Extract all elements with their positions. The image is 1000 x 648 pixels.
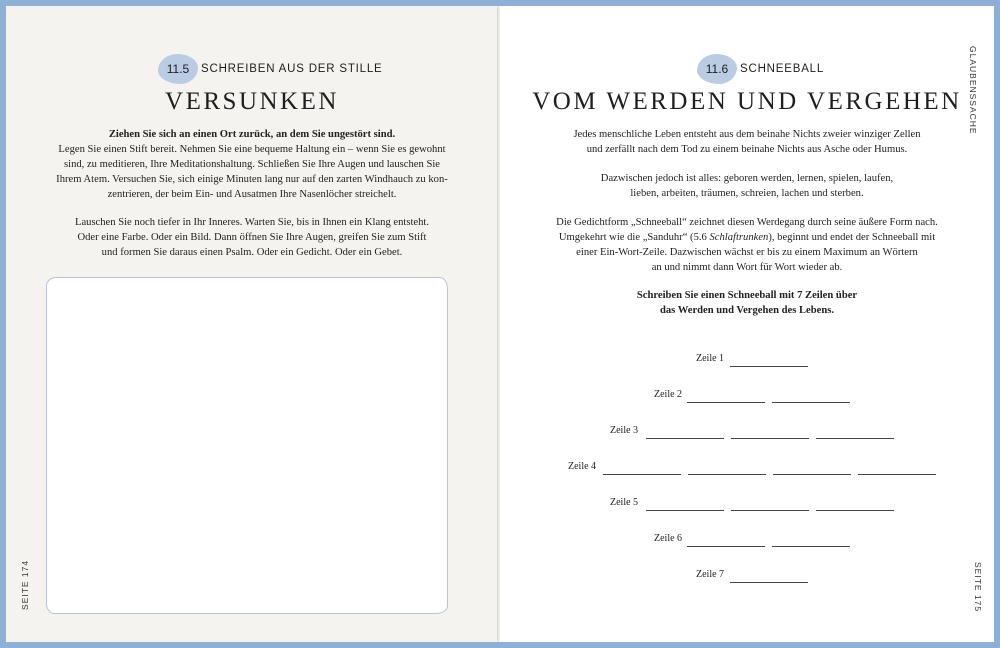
write-line[interactable]: [816, 438, 894, 439]
intro-line: Ziehen Sie sich an einen Ort zurück, an dem Sie ungestört sind.: [108, 129, 396, 140]
second-line: und formen Sie daraus einen Psalm. Oder ein Gedicht. Oder ein Gebet.: [101, 247, 403, 258]
text-line: [500, 230, 994, 245]
paragraph-1: [500, 127, 994, 157]
row-label-6: Zeile 6: [654, 533, 683, 544]
write-line[interactable]: [646, 510, 724, 511]
write-line[interactable]: [858, 474, 936, 475]
text-line: lieben, arbeiten, träumen, schreien, lachen und sterben.: [630, 188, 864, 199]
write-line[interactable]: [773, 474, 851, 475]
intro-line: sind, zu meditieren, Ihre Meditationshaltung. Schließen Sie Ihre Augen und lauschen Sie: [64, 159, 440, 170]
write-line[interactable]: [772, 402, 850, 403]
text-line: Dazwischen jedoch ist alles: geboren werden, lernen, spielen, laufen,: [600, 173, 894, 184]
page-title: VERSUNKEN: [165, 88, 339, 115]
section-number-badge: 11.5: [158, 54, 198, 84]
row-label-4: Zeile 4: [568, 461, 597, 472]
section-tag: [697, 54, 824, 84]
intro-line: Legen Sie einen Stift bereit. Nehmen Sie eine bequeme Haltung ein – wenn Sie es gewohnt: [58, 144, 446, 155]
intro-line: Ihrem Atem. Versuchen Sie, sich einige Minuten lang nur auf den zarten Windhauch zu kon-: [56, 174, 448, 185]
text-fragment: Umgekehrt wie die „Sanduhr“ (5.6: [558, 232, 710, 243]
section-tag: [158, 54, 383, 84]
write-line[interactable]: [731, 510, 809, 511]
write-line[interactable]: [772, 546, 850, 547]
text-fragment: ), beginnt und endet der Schneeball mit: [768, 232, 936, 243]
right-page: [500, 6, 994, 642]
second-paragraph: [6, 215, 498, 260]
page-title: VOM WERDEN UND VERGEHEN: [532, 88, 962, 115]
text-line: einer Ein-Wort-Zeile. Dazwischen wächst er bis zu einem Maximum an Wörtern: [576, 247, 918, 258]
page-number-left: SEITE 174: [20, 559, 30, 610]
text-line: Die Gedichtform „Schneeball“ zeichnet diesen Werdegang durch seine äußere Form nach.: [556, 217, 938, 228]
section-number-badge: 11.6: [697, 54, 737, 84]
instruction: [500, 288, 994, 318]
text-line: an und nimmt dann Wort für Wort wieder ab.: [651, 262, 843, 273]
instruction-line: das Werden und Vergehen des Lebens.: [659, 305, 835, 316]
write-line[interactable]: [646, 438, 724, 439]
running-head: GLAUBENSSACHE: [968, 46, 978, 135]
write-line[interactable]: [687, 402, 765, 403]
write-line[interactable]: [730, 582, 808, 583]
row-label-7: Zeile 7: [696, 569, 725, 580]
paragraph-3: [500, 215, 994, 275]
second-line: Oder eine Farbe. Oder ein Bild. Dann öffnen Sie Ihre Augen, greifen Sie zum Stift: [77, 232, 427, 243]
page-number-right: SEITE 175: [973, 562, 983, 613]
write-line[interactable]: [687, 546, 765, 547]
row-label-3: Zeile 3: [610, 425, 639, 436]
intro-line: zentrieren, der beim Ein- und Ausatmen Ihre Nasenlöcher streichelt.: [107, 189, 397, 200]
second-line: Lauschen Sie noch tiefer in Ihr Inneres. Warten Sie, bis in Ihnen ein Klang entsteht.: [74, 217, 430, 228]
paragraph-2: [500, 171, 994, 201]
row-label-5: Zeile 5: [610, 497, 639, 508]
section-label: SCHNEEBALL: [740, 63, 825, 75]
text-line: Jedes menschliche Leben entsteht aus dem beinahe Nichts zweier winziger Zellen: [573, 129, 921, 140]
left-page: [6, 6, 498, 642]
cross-reference: Schlaftrunken: [709, 232, 769, 243]
write-line[interactable]: [731, 438, 809, 439]
text-line: und zerfällt nach dem Tod zu einem beinahe Nichts aus Asche oder Humus.: [586, 144, 908, 155]
write-line[interactable]: [730, 366, 808, 367]
write-line[interactable]: [816, 510, 894, 511]
write-line[interactable]: [603, 474, 681, 475]
section-label: SCHREIBEN AUS DER STILLE: [201, 63, 383, 75]
writing-area[interactable]: [46, 277, 448, 614]
instruction-line: Schreiben Sie einen Schneeball mit 7 Zeilen über: [636, 290, 858, 301]
intro-paragraph: [6, 127, 498, 202]
write-line[interactable]: [688, 474, 766, 475]
row-label-2: Zeile 2: [654, 389, 683, 400]
row-label-1: Zeile 1: [696, 353, 725, 364]
